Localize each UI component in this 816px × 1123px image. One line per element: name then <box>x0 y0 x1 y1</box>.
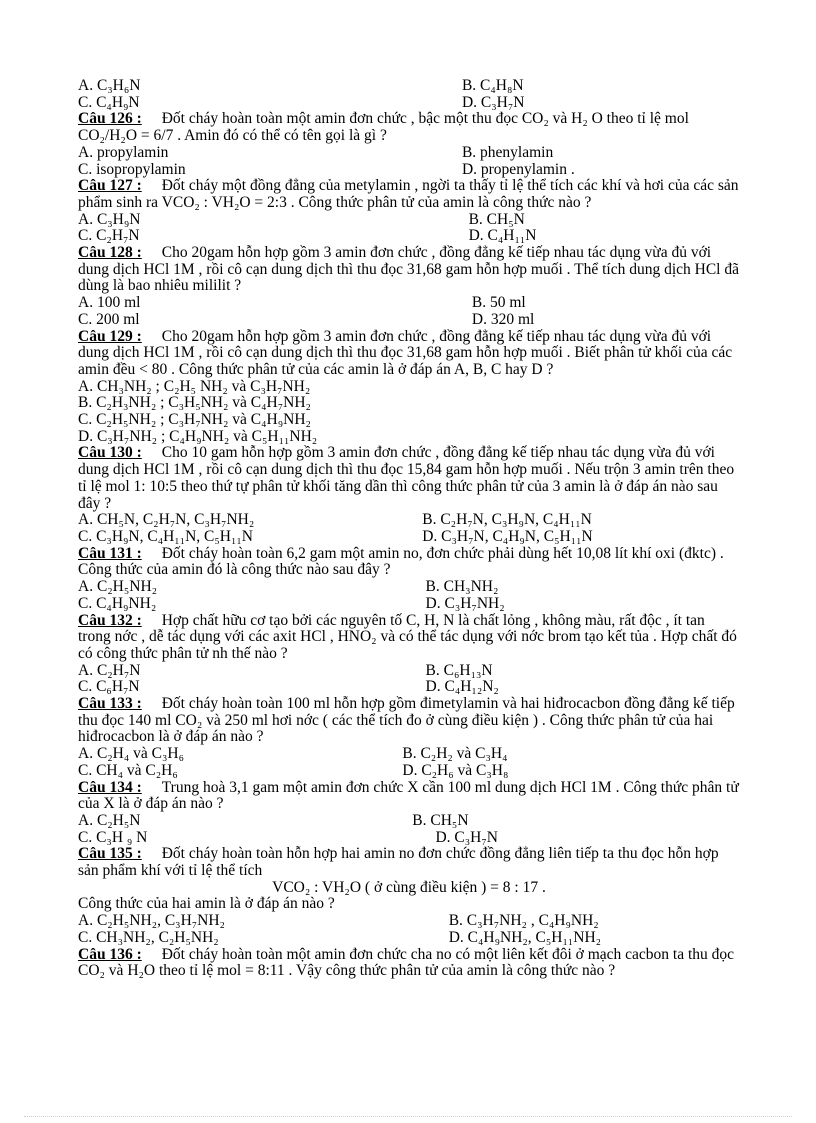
question <box>78 445 740 512</box>
question-text: Đốt cháy hoàn toàn một amin đơn chức cha no có một liên kết đôi ở mạch cacbon ta thu đọc CO₂ và H₂O theo tỉ lệ mol = 8:11 . Vậy công thức phân tử của amin là công thức nào ? <box>78 945 735 980</box>
answer-option: B. C₃H₇NH₂ , C₄H₉NH₂ <box>448 912 599 930</box>
answer-row <box>78 212 740 229</box>
answer-row <box>78 679 740 696</box>
answer-option: B. phenylamin <box>461 143 554 161</box>
question-number: Câu 133 : <box>78 695 142 713</box>
answer-row <box>78 312 740 329</box>
question-number: Câu 130 : <box>78 444 142 462</box>
answer-option: C. CH₄ và C₂H₆ <box>78 761 178 779</box>
answer-option: C. C₃H ₉ N <box>78 828 148 846</box>
question-text: Cho 20gam hỗn hợp gồm 3 amin đơn chức , đồng đẳng kế tiếp nhau tác dụng vừa đủ với dung dịch HCl 1M , rồi cô cạn dung dịch thì thu đọc 31,68 gam hỗn hợp muối . Biết phân tử khối của các amin đều < 80 . Công thức phân tử của các amin là ở đáp án A, B, C hay D ? <box>78 327 733 378</box>
answer-option: A. C₃H₆N <box>78 77 141 94</box>
answer-option: D. C₂H₆ và C₃H₈ <box>402 761 509 779</box>
document-page <box>78 78 740 980</box>
answer-option: A. C₂H₇N <box>78 661 141 679</box>
question-text: Trung hoà 3,1 gam một amin đơn chức X cần 100 ml dung dịch HCl 1M . Công thức phân tử của X là ở đáp án nào ? <box>78 778 739 813</box>
question-number: Câu 128 : <box>78 244 142 262</box>
answer-option: C. C₄H₉N <box>78 93 140 111</box>
answer-option: D. C₃H₇N <box>461 93 525 111</box>
answer-row <box>78 913 740 930</box>
question-text: Cho 10 gam hỗn hợp gồm 3 amin đơn chức , đồng đẳng kế tiếp nhau tác dụng vừa đủ với dung dịch HCl 1M , rồi cô cạn dung dịch thì thu đọc 15,84 gam hỗn hợp muối . Nếu trộn 3 amin trên theo tỉ lệ mol 1: 10:5 theo thứ tự phân tử khối tăng dần thì công thức phân tử của 3 amin là ở đáp án nào sau đây ? <box>78 444 735 512</box>
question <box>78 111 740 144</box>
answer-option: B. CH₅N <box>468 210 525 228</box>
answer-option: A. C₂H₅NH₂ <box>78 578 158 596</box>
answer-option: A. C₂H₅N <box>78 811 141 829</box>
text-line: A. CH₃NH₂ ; C₂H₅ NH₂ và C₃H₇NH₂ <box>78 377 311 395</box>
answer-option: B. CH₃NH₂ <box>425 578 499 596</box>
answer-option: C. C₂H₇N <box>78 227 140 245</box>
text-line: Công thức của hai amin là ở đáp án nào ? <box>78 895 335 913</box>
question <box>78 329 740 379</box>
question-text: Đốt cháy một đồng đẳng của metylamin , ngời ta thấy tỉ lệ thể tích các khí và hơi của các sản phẩm sinh ra VCO₂ : VH₂O = 2:3 . Công thức phân tử của amin là công thức nào ? <box>78 177 739 211</box>
question-text: Đốt cháy hoàn toàn 6,2 gam một amin no, đơn chức phải dùng hết 10,08 lít khí oxi (đktc) . Công thức của amin đó là công thức nào sau đây ? <box>78 544 724 579</box>
answer-option: B. CH₅N <box>412 811 469 829</box>
answer-row <box>78 228 740 245</box>
question <box>78 780 740 813</box>
answer-option: C. CH₃NH₂, C₂H₅NH₂ <box>78 928 219 946</box>
answer-option: A. 100 ml <box>78 294 141 312</box>
answer-row <box>78 162 740 179</box>
answer-option: C. C₃H₉N, C₄H₁₁N, C₅H₁₁N <box>78 527 253 545</box>
answer-option: D. C₃H₇N <box>435 828 498 846</box>
answer-option: D. C₄H₉NH₂, C₅H₁₁NH₂ <box>448 928 602 946</box>
question-text: Đốt cháy hoàn toàn một amin đơn chức , bậc một thu đọc CO₂ và H₂ O theo tỉ lệ mol CO₂/H₂O = 6/7 . Amin đó có thể có tên gọi là gì ? <box>78 110 689 145</box>
answer-row <box>78 763 740 780</box>
question <box>78 613 740 663</box>
formula-line: VCO₂ : VH₂O ( ở cùng điều kiện ) = 8 : 17 . <box>272 878 546 896</box>
answer-row <box>78 579 740 596</box>
answer-option: B. C₆H₁₃N <box>425 661 493 679</box>
answer-row <box>78 512 740 529</box>
answer-option: A. CH₅N, C₂H₇N, C₃H₇NH₂ <box>78 511 255 529</box>
question-text: Đốt cháy hoàn toàn 100 ml hỗn hợp gồm đimetylamin và hai hiđrocacbon đồng đẳng kế tiếp thu đọc 140 ml CO₂ và 250 ml hơi nớc ( các thể tích đo ở cùng điều kiện ) . Công thức phân tử của hai hiđrocacbon là ở đáp án nào ? <box>78 695 735 746</box>
page-footer-rule <box>24 1116 792 1117</box>
question <box>78 846 740 879</box>
answer-option: A. C₂H₅NH₂, C₃H₇NH₂ <box>78 912 225 930</box>
answer-option: D. propenylamin . <box>461 160 575 178</box>
question-number: Câu 132 : <box>78 611 142 629</box>
question <box>78 696 740 746</box>
text-line: C. C₂H₅NH₂ ; C₃H₇NH₂ và C₄H₉NH₂ <box>78 411 311 429</box>
question-text: Đốt cháy hoàn toàn hỗn hợp hai amin no đơn chức đồng đẳng liên tiếp ta thu đọc hỗn hợp sản phẩm khí với tỉ lệ thể tích <box>78 845 719 880</box>
question-number: Câu 127 : <box>78 177 142 195</box>
answer-option: B. C₂H₇N, C₃H₉N, C₄H₁₁N <box>422 511 592 529</box>
answer-row <box>78 78 740 95</box>
question-number: Câu 136 : <box>78 945 142 963</box>
answer-option: C. isopropylamin <box>78 160 186 178</box>
answer-row <box>78 95 740 112</box>
answer-option: D. C₄H₁₂N₂ <box>425 678 499 696</box>
question-number: Câu 126 : <box>78 110 142 128</box>
answer-row <box>78 813 740 830</box>
answer-option: D. 320 ml <box>471 310 535 328</box>
question <box>78 546 740 579</box>
answer-option: B. C₂H₂ và C₃H₄ <box>402 745 508 763</box>
question-text: Hợp chất hữu cơ tạo bởi các nguyên tố C, H, N là chất lỏng , không màu, rất độc , ít tan trong nớc , dễ tác dụng với các axit HCl , HNO₂ và có thể tác dụng với nớc brom tạo kết tủa . Hợp chất đó có công thức phân tử nh thế nào ? <box>78 611 737 662</box>
answer-row <box>78 830 740 847</box>
answer-option: A. propylamin <box>78 143 169 161</box>
answer-option: D. C₄H₁₁N <box>468 227 537 245</box>
question-text: Cho 20gam hỗn hợp gồm 3 amin đơn chức , đồng đẳng kế tiếp nhau tác dụng vừa đủ với dung dịch HCl 1M , rồi cô cạn dung dịch thì thu đọc 31,68 gam hỗn hợp muối . Thể tích dung dịch HCl đã dùng là bao nhiêu mililit ? <box>78 244 739 295</box>
answer-row <box>78 295 740 312</box>
answer-option: A. C₂H₄ và C₃H₆ <box>78 745 185 763</box>
question <box>78 178 740 211</box>
answer-option: C. C₆H₇N <box>78 678 140 696</box>
answer-option: D. C₃H₇NH₂ <box>425 594 505 612</box>
answer-row <box>78 596 740 613</box>
text-line: B. C₂H₃NH₂ ; C₃H₅NH₂ và C₄H₇NH₂ <box>78 394 311 412</box>
answer-row <box>78 529 740 546</box>
answer-option: B. 50 ml <box>471 294 526 312</box>
answer-row <box>78 930 740 947</box>
question-number: Câu 131 : <box>78 544 142 562</box>
answer-option: B. C₄H₈N <box>461 77 524 94</box>
answer-option: C. C₄H₉NH₂ <box>78 594 157 612</box>
question-number: Câu 134 : <box>78 778 142 796</box>
question-number: Câu 129 : <box>78 327 142 345</box>
text-line: D. C₃H₇NH₂ ; C₄H₉NH₂ và C₅H₁₁NH₂ <box>78 427 318 445</box>
question <box>78 245 740 295</box>
answer-option: D. C₃H₇N, C₄H₉N, C₅H₁₁N <box>422 527 593 545</box>
answer-option: C. 200 ml <box>78 310 140 328</box>
question <box>78 947 740 980</box>
answer-option: A. C₃H₉N <box>78 210 141 228</box>
question-number: Câu 135 : <box>78 845 142 863</box>
answer-row <box>78 746 740 763</box>
answer-row <box>78 145 740 162</box>
answer-row <box>78 663 740 680</box>
